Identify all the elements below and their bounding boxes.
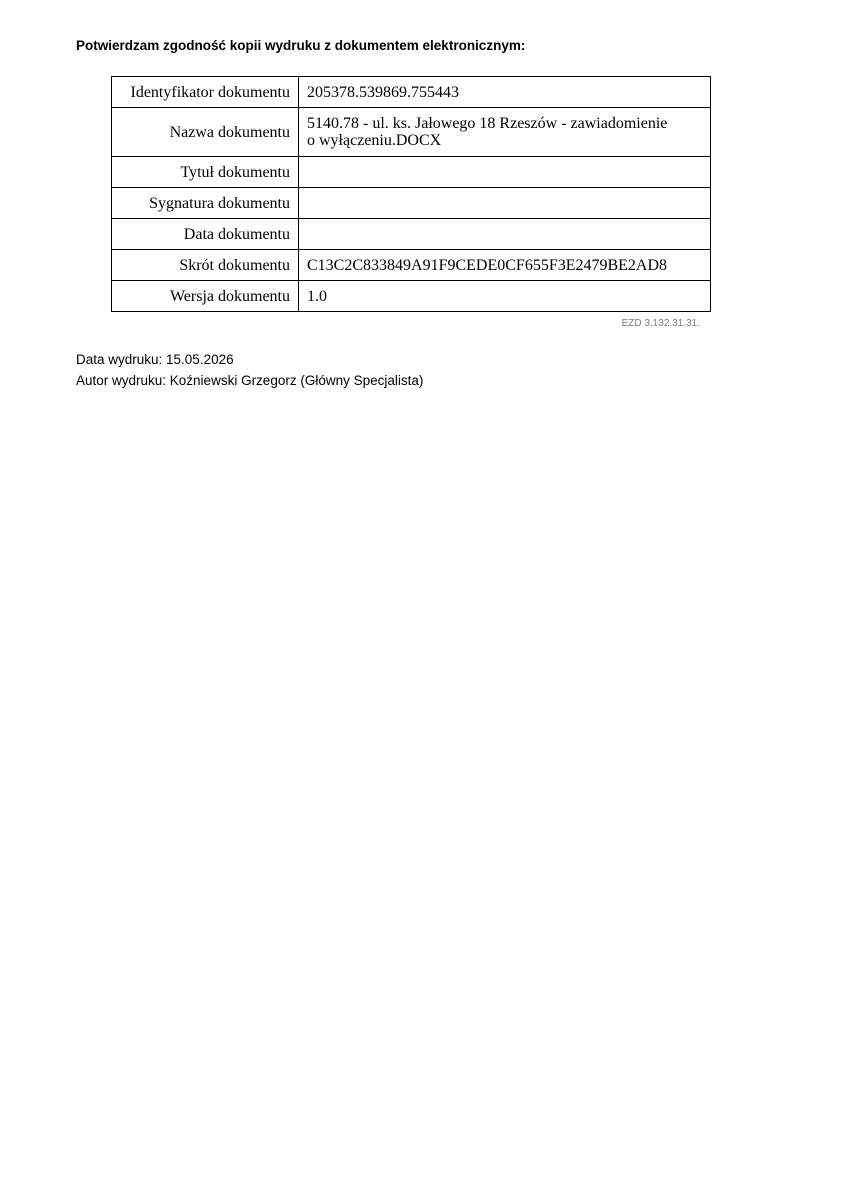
version-value: 1.0 [299,281,711,312]
date-value [299,219,711,250]
identifier-label: Identyfikator dokumentu [112,77,299,108]
signature-value [299,188,711,219]
system-version-tag: EZD 3.132.31.31. [621,318,700,329]
hash-label: Skrót dokumentu [112,250,299,281]
table-row [112,108,711,157]
print-author: Autor wydruku: Koźniewski Grzegorz (Główny Specjalista) [76,373,424,388]
name-value-line-1: 5140.78 - ul. ks. Jałowego 18 Rzeszów - zawiadomienie [307,115,668,132]
version-label: Wersja dokumentu [112,281,299,312]
title-value [299,157,711,188]
name-value-line-2: o wyłączeniu.DOCX [307,132,442,149]
identifier-value: 205378.539869.755443 [299,77,711,108]
print-date: Data wydruku: 15.05.2026 [76,352,234,367]
table-row [112,250,711,281]
name-value [299,108,711,157]
hash-value: C13C2C833849A91F9CEDE0CF655F3E2479BE2AD8 [299,250,711,281]
name-label: Nazwa dokumentu [112,108,299,157]
table-row [112,188,711,219]
date-label: Data dokumentu [112,219,299,250]
title-label: Tytuł dokumentu [112,157,299,188]
table-row [112,281,711,312]
print-info [76,349,423,391]
document-metadata-table [111,76,711,312]
signature-label: Sygnatura dokumentu [112,188,299,219]
page-title: Potwierdzam zgodność kopii wydruku z dokumentem elektronicznym: [76,38,526,53]
table-row [112,157,711,188]
table-row [112,77,711,108]
table-row [112,219,711,250]
